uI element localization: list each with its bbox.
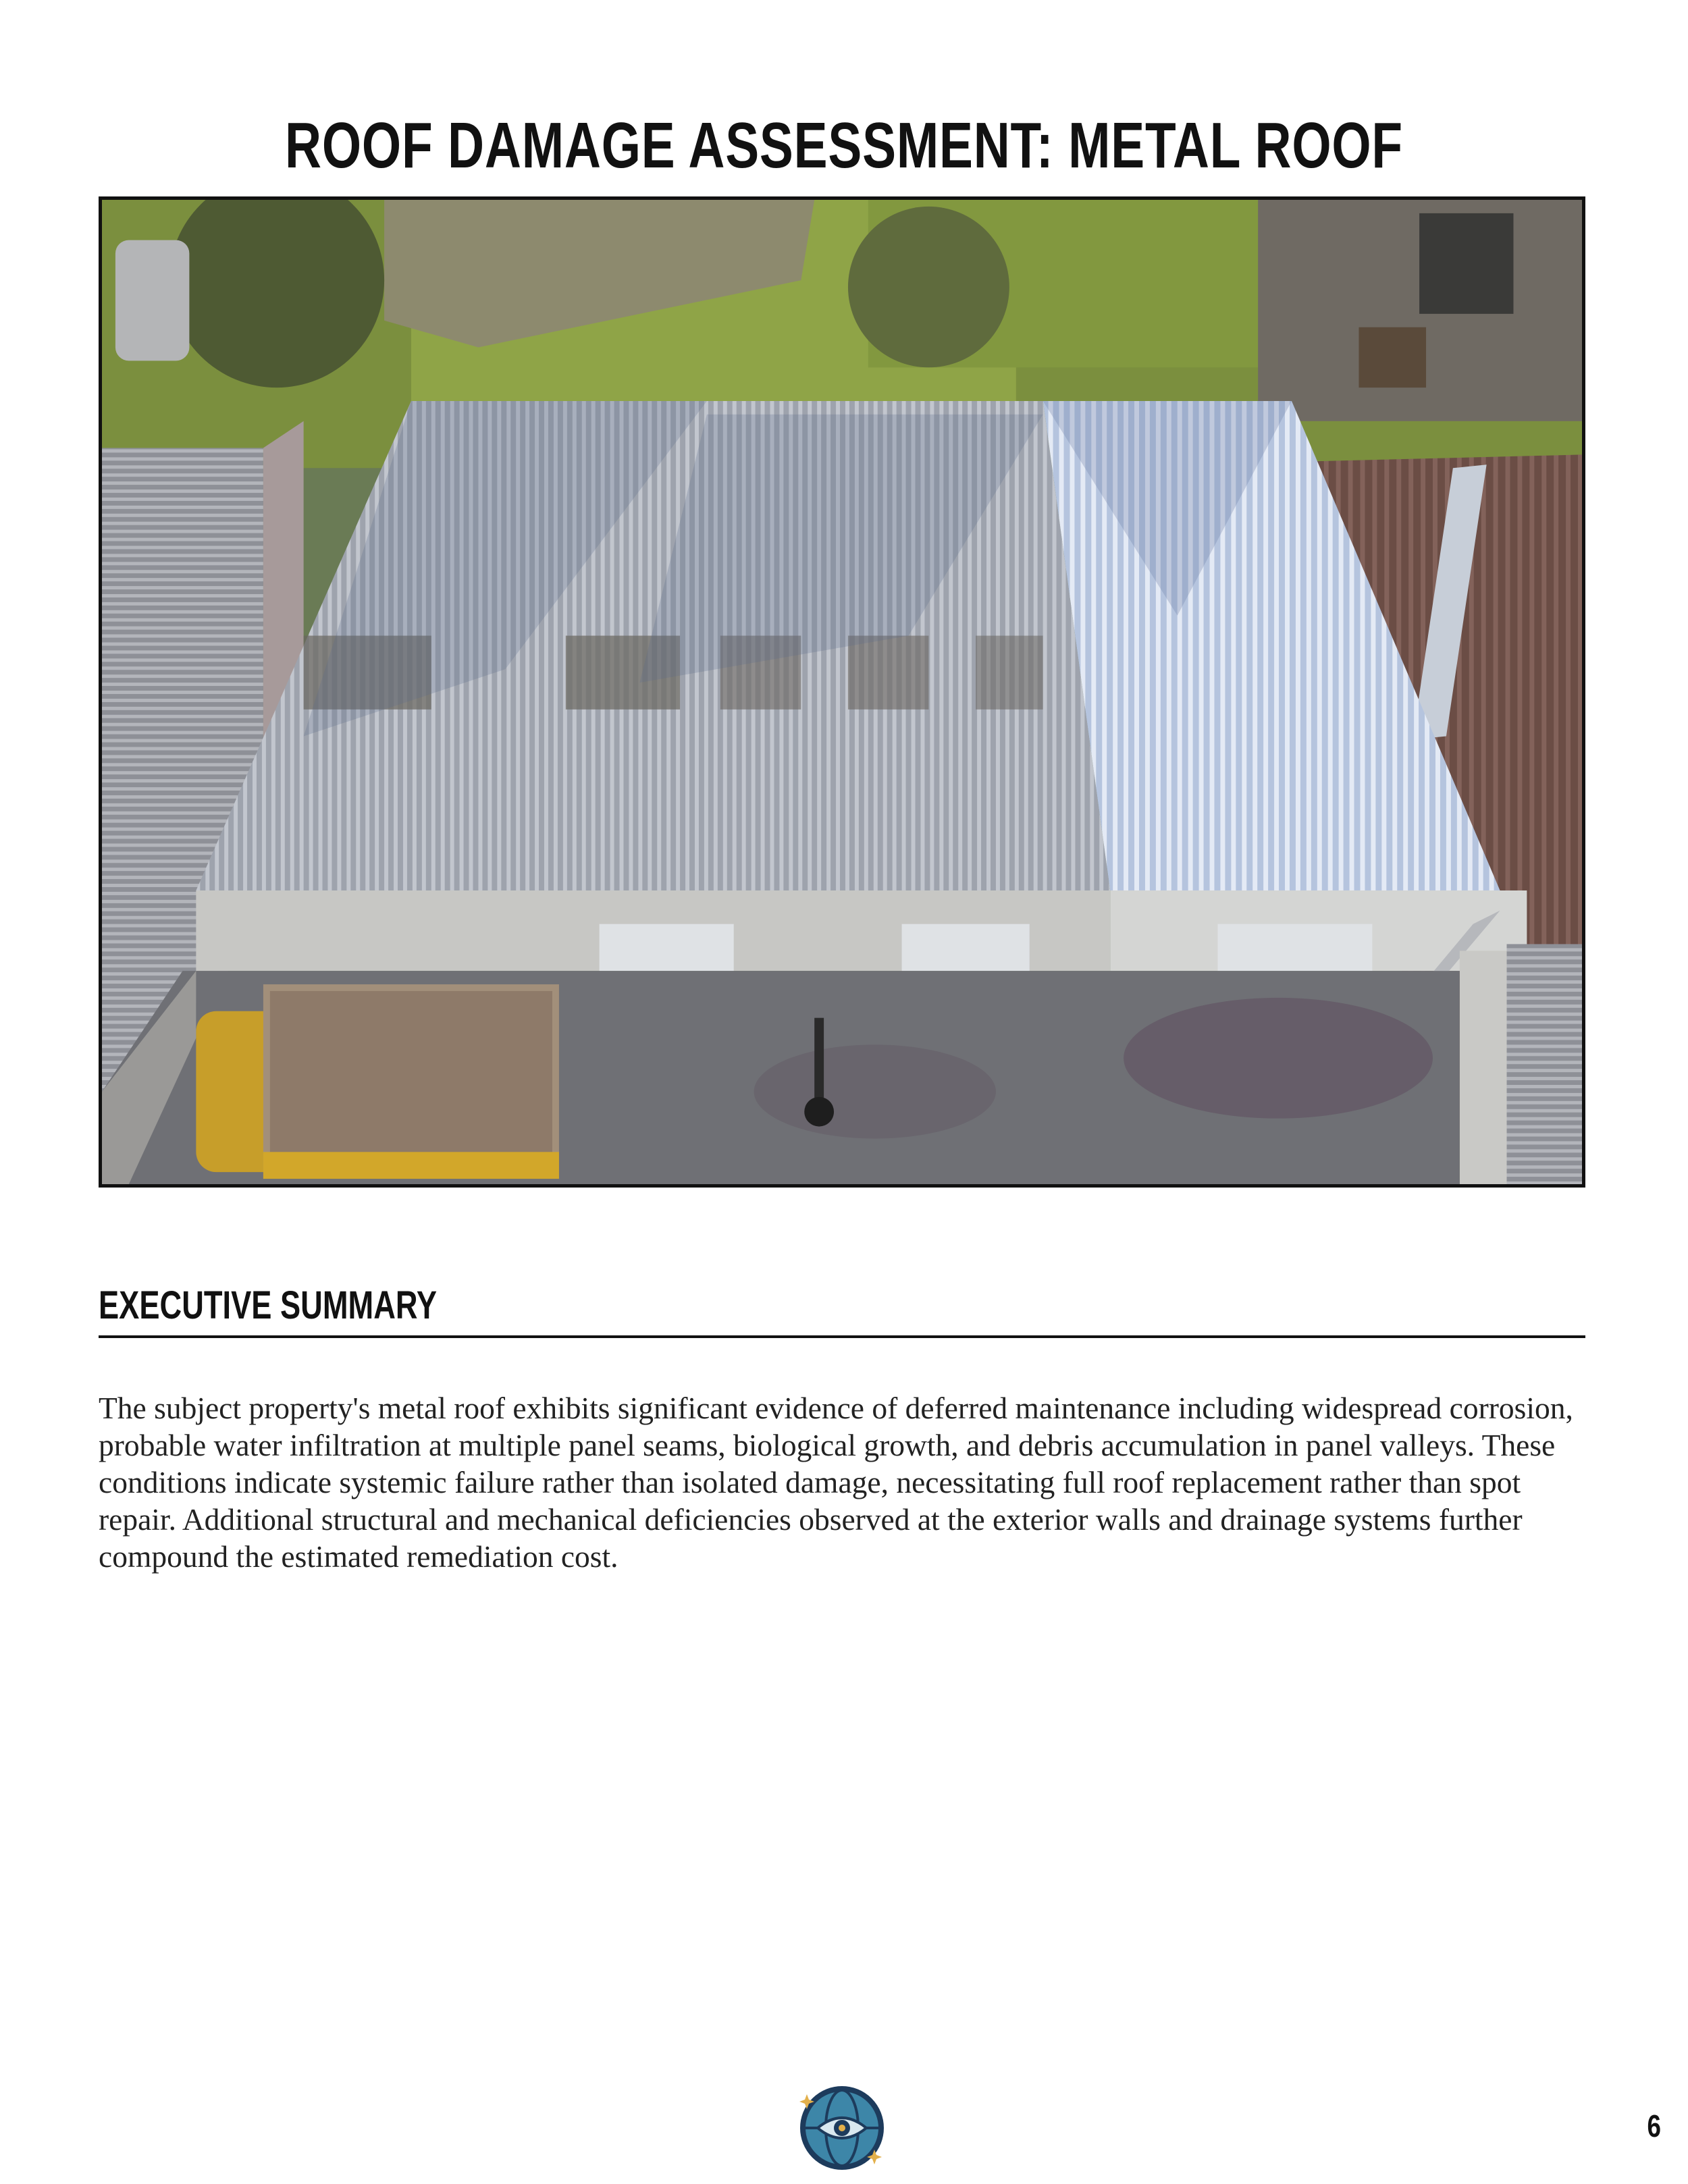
heading-divider xyxy=(99,1335,1585,1338)
executive-summary-paragraph: The subject property's metal roof exhibits significant evidence of deferred maintenance including widespread corrosion, probable water infiltration at multiple panel seams, biological growth, and debris accumulation in panel valleys. These conditions indicate systemic failure rather than isolated damage, necessitating full roof replacement rather than spot repair. Additional structural and mechanical deficiencies observed at the exterior walls and drainage systems further compound the estimated remediation cost. xyxy=(99,1390,1573,1574)
aerial-roof-photo xyxy=(99,196,1585,1188)
globe-eye-logo-icon xyxy=(799,2085,885,2171)
company-logo xyxy=(799,2085,885,2171)
executive-summary-heading: EXECUTIVE SUMMARY xyxy=(99,1283,438,1327)
page-title: ROOF DAMAGE ASSESSMENT: METAL ROOF xyxy=(285,109,1403,182)
page-number: 6 xyxy=(1647,2108,1661,2143)
aerial-roof-illustration xyxy=(102,200,1582,1184)
